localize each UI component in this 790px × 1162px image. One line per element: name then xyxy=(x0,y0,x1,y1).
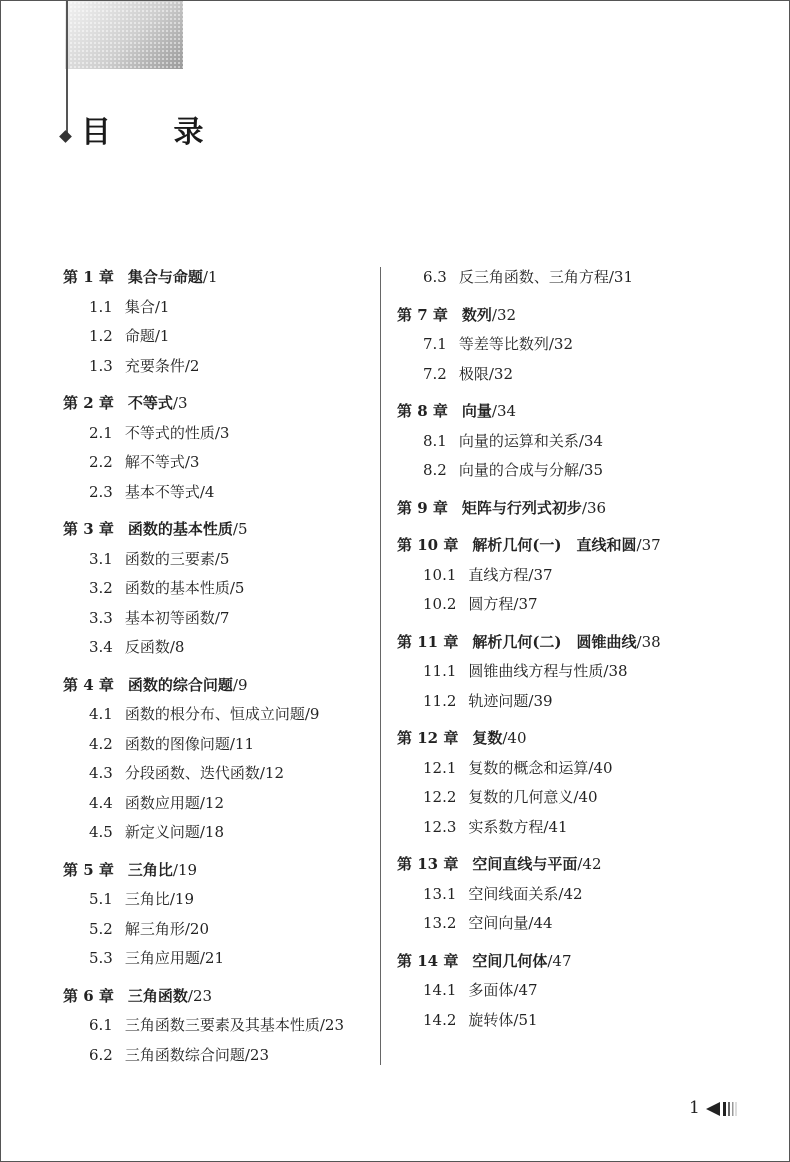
toc-section-entry xyxy=(397,263,777,293)
toc-entry-number: 第 9 章 xyxy=(397,498,448,517)
toc-chapter-entry xyxy=(397,628,777,658)
toc-entry-number: 7.1 xyxy=(423,335,447,353)
toc-entry-number: 4.4 xyxy=(89,793,113,812)
toc-entry-title: 函数应用题 xyxy=(124,793,200,812)
toc-entry-page: /2 xyxy=(184,356,200,375)
toc-entry-number: 第 4 章 xyxy=(63,675,114,694)
toc-entry-number: 6.1 xyxy=(89,1016,113,1034)
toc-chapter-entry xyxy=(397,494,777,524)
toc-entry-page: /35 xyxy=(578,461,604,479)
toc-entry-title: 基本初等函数 xyxy=(124,608,215,627)
toc-entry-title: 解三角形 xyxy=(124,919,185,938)
page-marker-icon xyxy=(706,1101,742,1117)
toc-entry-number: 11.1 xyxy=(423,662,457,680)
toc-entry-title: 三角函数三要素及其基本性质 xyxy=(124,1016,320,1034)
toc-entry-page: /37 xyxy=(513,595,538,613)
toc-entry-title: 反三角函数、三角方程 xyxy=(458,268,609,286)
toc-entry-page: /23 xyxy=(187,986,213,1005)
toc-entry-title: 矩阵与行列式初步 xyxy=(461,498,582,517)
toc-entry-page: /42 xyxy=(577,855,602,873)
toc-entry-page: /4 xyxy=(199,482,215,501)
toc-entry-page: /1 xyxy=(154,297,170,316)
toc-entry-title: 函数的基本性质 xyxy=(124,579,230,597)
toc-entry-page: /18 xyxy=(199,823,225,841)
toc-entry-number: 12.2 xyxy=(423,788,457,806)
toc-section-entry xyxy=(63,700,381,730)
page-number: 1 xyxy=(689,1098,700,1118)
toc-entry-title: 解不等式 xyxy=(124,453,185,471)
toc-entry-number: 第 5 章 xyxy=(63,860,114,879)
toc-entry-page: /40 xyxy=(502,729,527,747)
toc-entry-page: /40 xyxy=(573,788,598,806)
toc-entry-number: 5.2 xyxy=(89,919,113,938)
toc-entry-number: 8.2 xyxy=(423,461,447,479)
toc-section-entry xyxy=(63,419,381,449)
toc-entry-number: 5.3 xyxy=(89,949,113,967)
toc-entry-number: 13.2 xyxy=(423,914,457,932)
toc-entry-page: /5 xyxy=(229,579,245,597)
header-gradient-decoration xyxy=(65,1,183,69)
toc-entry-title: 三角比 xyxy=(124,890,170,908)
toc-entry-page: /31 xyxy=(608,268,634,286)
toc-entry-page: /1 xyxy=(202,268,218,286)
toc-entry-title: 向量的合成与分解 xyxy=(458,461,579,479)
toc-entry-page: /3 xyxy=(184,453,200,471)
toc-entry-number: 3.3 xyxy=(89,608,113,627)
toc-entry-title: 基本不等式 xyxy=(124,482,200,501)
toc-chapter-entry xyxy=(397,397,777,427)
toc-entry-page: /3 xyxy=(172,394,188,412)
toc-entry-number: 第 13 章 xyxy=(397,855,459,873)
toc-section-entry xyxy=(63,574,381,604)
toc-entry-number: 12.3 xyxy=(423,817,457,836)
toc-entry-title: 向量 xyxy=(461,402,492,420)
toc-section-entry xyxy=(63,633,381,663)
toc-left-column xyxy=(63,263,381,1070)
toc-entry-title: 空间直线与平面 xyxy=(472,855,578,873)
toc-entry-title: 函数的图像问题 xyxy=(124,734,230,753)
toc-entry-number: 4.2 xyxy=(89,734,113,753)
toc-entry-title: 函数的基本性质 xyxy=(127,520,233,538)
toc-entry-page: /5 xyxy=(232,520,248,538)
toc-section-entry xyxy=(397,783,777,813)
toc-entry-title: 三角应用题 xyxy=(124,949,200,967)
toc-entry-number: 3.1 xyxy=(89,549,113,568)
toc-entry-number: 2.1 xyxy=(89,423,113,442)
toc-entry-page: /19 xyxy=(172,860,198,879)
toc-entry-page: /34 xyxy=(491,402,517,420)
toc-entry-number: 11.2 xyxy=(423,691,457,710)
toc-chapter-entry xyxy=(63,389,381,419)
toc-entry-number: 1.1 xyxy=(89,297,113,316)
toc-chapter-entry xyxy=(397,850,777,880)
toc-entry-number: 2.3 xyxy=(89,482,113,501)
toc-entry-page: /23 xyxy=(319,1016,345,1034)
toc-entry-number: 第 2 章 xyxy=(63,394,114,412)
toc-entry-number: 5.1 xyxy=(89,890,113,908)
toc-entry-number: 6.3 xyxy=(423,268,447,286)
toc-entry-title: 函数的三要素 xyxy=(124,549,215,568)
toc-entry-title: 复数的概念和运算 xyxy=(468,758,589,777)
toc-section-entry xyxy=(63,885,381,915)
toc-entry-title: 空间向量 xyxy=(468,914,529,932)
toc-entry-title: 等差等比数列 xyxy=(458,335,549,353)
toc-entry-title: 命题 xyxy=(124,327,155,345)
toc-title: 目 录 xyxy=(81,115,230,150)
toc-entry-page: /47 xyxy=(547,951,572,970)
toc-entry-title: 复数 xyxy=(472,729,503,747)
toc-entry-title: 集合 xyxy=(124,297,155,316)
toc-entry-number: 13.1 xyxy=(423,884,457,903)
toc-entry-number: 1.2 xyxy=(89,327,113,345)
toc-entry-number: 3.2 xyxy=(89,579,113,597)
toc-entry-number: 第 10 章 xyxy=(397,536,459,554)
toc-entry-title: 实系数方程 xyxy=(468,817,544,836)
toc-section-entry xyxy=(397,427,777,457)
toc-entry-number: 第 7 章 xyxy=(397,305,448,324)
toc-section-entry xyxy=(63,322,381,352)
toc-entry-title: 空间线面关系 xyxy=(468,884,559,903)
toc-entry-number: 4.3 xyxy=(89,764,113,782)
toc-entry-page: /47 xyxy=(513,981,538,999)
toc-entry-page: /41 xyxy=(543,817,568,836)
toc-entry-page: /23 xyxy=(244,1045,270,1064)
toc-entry-title: 三角函数综合问题 xyxy=(124,1045,245,1064)
toc-entry-number: 3.4 xyxy=(89,638,113,656)
toc-entry-page: /36 xyxy=(581,498,607,517)
toc-entry-page: /34 xyxy=(578,431,604,450)
toc-entry-title: 空间几何体 xyxy=(472,951,548,970)
toc-entry-page: /9 xyxy=(304,705,320,723)
toc-entry-title: 不等式的性质 xyxy=(124,423,215,442)
toc-entry-page: /1 xyxy=(154,327,170,345)
toc-chapter-entry xyxy=(63,982,381,1012)
toc-section-entry xyxy=(397,1006,777,1036)
toc-entry-number: 14.1 xyxy=(423,981,457,999)
toc-entry-number: 1.3 xyxy=(89,356,113,375)
toc-section-entry xyxy=(63,1041,381,1071)
toc-entry-title: 三角函数 xyxy=(127,986,188,1005)
toc-entry-number: 10.2 xyxy=(423,595,457,613)
toc-entry-page: /19 xyxy=(169,890,195,908)
toc-entry-number: 7.2 xyxy=(423,364,447,383)
toc-section-entry xyxy=(397,456,777,486)
toc-entry-title: 圆锥曲线方程与性质 xyxy=(468,662,604,680)
toc-entry-page: /20 xyxy=(184,919,210,938)
toc-entry-title: 反函数 xyxy=(124,638,170,656)
toc-section-entry xyxy=(397,657,777,687)
toc-entry-title: 数列 xyxy=(461,305,492,324)
toc-section-entry xyxy=(63,818,381,848)
toc-entry-title: 三角比 xyxy=(127,860,173,879)
toc-entry-title: 充要条件 xyxy=(124,356,185,375)
toc-entry-title: 解析几何(一) 直线和圆 xyxy=(472,536,637,554)
toc-entry-page: /21 xyxy=(199,949,225,967)
toc-entry-number: 2.2 xyxy=(89,453,113,471)
toc-entry-title: 分段函数、迭代函数 xyxy=(124,764,260,782)
toc-chapter-entry xyxy=(63,856,381,886)
toc-entry-number: 第 11 章 xyxy=(397,632,459,651)
toc-chapter-entry xyxy=(63,263,381,293)
toc-entry-number: 8.1 xyxy=(423,431,447,450)
toc-entry-number: 6.2 xyxy=(89,1045,113,1064)
toc-chapter-entry xyxy=(63,515,381,545)
toc-entry-title: 极限 xyxy=(458,364,489,383)
column-divider xyxy=(380,267,381,1065)
toc-chapter-entry xyxy=(397,301,777,331)
toc-section-entry xyxy=(397,590,777,620)
toc-entry-page: /37 xyxy=(528,565,553,584)
toc-entry-title: 解析几何(二) 圆锥曲线 xyxy=(472,632,637,651)
toc-section-entry xyxy=(397,360,777,390)
toc-entry-page: /51 xyxy=(513,1010,538,1029)
toc-entry-page: /38 xyxy=(636,632,661,651)
toc-entry-page: /39 xyxy=(528,691,553,710)
toc-entry-number: 第 1 章 xyxy=(63,268,114,286)
toc-section-entry xyxy=(63,478,381,508)
toc-section-entry xyxy=(397,754,777,784)
toc-section-entry xyxy=(63,730,381,760)
toc-section-entry xyxy=(63,759,381,789)
toc-entry-page: /32 xyxy=(491,305,517,324)
toc-entry-number: 4.1 xyxy=(89,705,113,723)
toc-entry-page: /44 xyxy=(528,914,553,932)
toc-entry-number: 14.2 xyxy=(423,1010,457,1029)
toc-entry-title: 轨迹问题 xyxy=(468,691,529,710)
toc-entry-page: /9 xyxy=(232,675,248,694)
toc-entry-title: 向量的运算和关系 xyxy=(458,431,579,450)
toc-section-entry xyxy=(63,915,381,945)
toc-entry-number: 第 8 章 xyxy=(397,402,448,420)
toc-entry-number: 12.1 xyxy=(423,758,457,777)
header-vertical-rule xyxy=(66,1,68,135)
toc-entry-page: /37 xyxy=(636,536,661,554)
toc-entry-number: 10.1 xyxy=(423,565,457,584)
toc-section-entry xyxy=(397,976,777,1006)
toc-entry-number: 第 14 章 xyxy=(397,951,459,970)
toc-chapter-entry xyxy=(397,531,777,561)
toc-section-entry xyxy=(63,293,381,323)
toc-section-entry xyxy=(63,545,381,575)
toc-entry-page: /38 xyxy=(603,662,628,680)
toc-section-entry xyxy=(63,1011,381,1041)
toc-entry-page: /3 xyxy=(214,423,230,442)
toc-entry-page: /42 xyxy=(558,884,583,903)
toc-section-entry xyxy=(397,330,777,360)
toc-section-entry xyxy=(63,789,381,819)
toc-chapter-entry xyxy=(397,724,777,754)
toc-chapter-entry xyxy=(397,947,777,977)
diamond-bullet-icon xyxy=(59,130,72,143)
toc-section-entry xyxy=(63,944,381,974)
toc-entry-page: /5 xyxy=(214,549,230,568)
toc-entry-page: /12 xyxy=(199,793,225,812)
toc-entry-number: 4.5 xyxy=(89,823,113,841)
toc-entry-page: /32 xyxy=(548,335,574,353)
toc-right-column xyxy=(397,263,777,1035)
toc-section-entry xyxy=(397,687,777,717)
toc-section-entry xyxy=(63,352,381,382)
toc-section-entry xyxy=(397,880,777,910)
toc-section-entry xyxy=(397,561,777,591)
toc-entry-title: 直线方程 xyxy=(468,565,529,584)
toc-entry-page: /12 xyxy=(259,764,285,782)
toc-entry-page: /40 xyxy=(588,758,613,777)
toc-entry-title: 函数的根分布、恒成立问题 xyxy=(124,705,305,723)
toc-entry-title: 新定义问题 xyxy=(124,823,200,841)
toc-entry-title: 圆方程 xyxy=(468,595,514,613)
toc-entry-number: 第 12 章 xyxy=(397,729,459,747)
toc-entry-page: /32 xyxy=(488,364,514,383)
toc-section-entry xyxy=(63,448,381,478)
toc-section-entry xyxy=(63,604,381,634)
toc-entry-title: 不等式 xyxy=(127,394,173,412)
toc-chapter-entry xyxy=(63,671,381,701)
toc-section-entry xyxy=(397,909,777,939)
toc-entry-title: 复数的几何意义 xyxy=(468,788,574,806)
toc-entry-page: /8 xyxy=(169,638,185,656)
toc-entry-number: 第 6 章 xyxy=(63,986,114,1005)
toc-entry-title: 多面体 xyxy=(468,981,514,999)
toc-entry-page: /11 xyxy=(229,734,255,753)
toc-entry-title: 旋转体 xyxy=(468,1010,514,1029)
toc-entry-page: /7 xyxy=(214,608,230,627)
toc-section-entry xyxy=(397,813,777,843)
toc-entry-title: 函数的综合问题 xyxy=(127,675,233,694)
toc-entry-title: 集合与命题 xyxy=(127,268,203,286)
toc-entry-number: 第 3 章 xyxy=(63,520,114,538)
